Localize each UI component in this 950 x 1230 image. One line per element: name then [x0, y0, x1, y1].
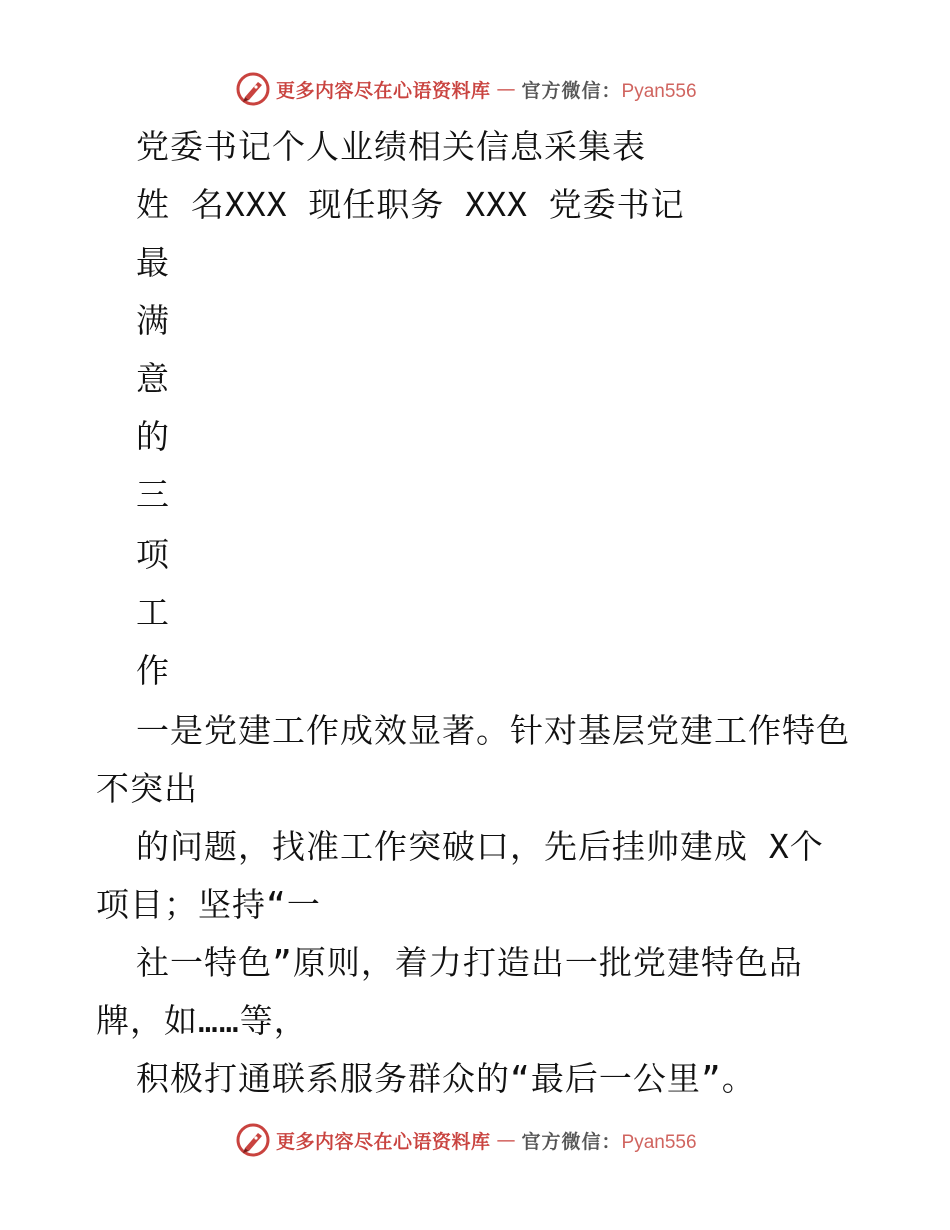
vertical-label-char: 项 [136, 535, 169, 574]
paragraph-line: 一是党建工作成效显著。针对基层党建工作特色 [136, 711, 850, 750]
paragraph-line: 社一特色”原则，着力打造出一批党建特色品 [136, 943, 803, 982]
vertical-label-char: 作 [136, 651, 169, 690]
banner-separator: — [496, 1129, 516, 1151]
document-title: 党委书记个人业绩相关信息采集表 [136, 127, 646, 166]
info-line: 姓 名XXX 现任职务 XXX 党委书记 [136, 185, 685, 224]
paragraph-line: 牌，如……等， [96, 1001, 308, 1040]
paragraph-line: 的问题，找准工作突破口，先后挂帅建成 X个 [136, 827, 824, 866]
vertical-label-char: 满 [136, 301, 169, 340]
footer-banner [236, 1123, 697, 1157]
pen-logo-icon [236, 1123, 270, 1157]
paragraph-line: 积极打通联系服务群众的“最后一公里”。 [136, 1059, 756, 1098]
banner-contact [522, 1127, 697, 1154]
vertical-label-char: 最 [136, 243, 169, 282]
banner-contact-label: 官方微信： [521, 1130, 622, 1153]
banner-text: 更多内容尽在心语资料库 [276, 1130, 491, 1153]
header-banner [236, 72, 697, 106]
paragraph-line: 不突出 [96, 769, 198, 808]
pen-logo-icon [236, 72, 270, 106]
banner-contact-label: 官方微信： [521, 79, 622, 102]
banner-separator: — [496, 78, 516, 100]
vertical-label-char: 三 [136, 475, 169, 514]
banner-contact-id: Pyan556 [621, 1131, 697, 1153]
banner-text: 更多内容尽在心语资料库 [276, 79, 491, 102]
vertical-label-char: 工 [136, 593, 169, 632]
vertical-label-char: 意 [136, 359, 169, 398]
banner-contact-id: Pyan556 [621, 80, 697, 102]
vertical-label-char: 的 [136, 417, 169, 456]
banner-contact [522, 76, 697, 103]
paragraph-line: 项目；坚持“一 [96, 885, 321, 924]
